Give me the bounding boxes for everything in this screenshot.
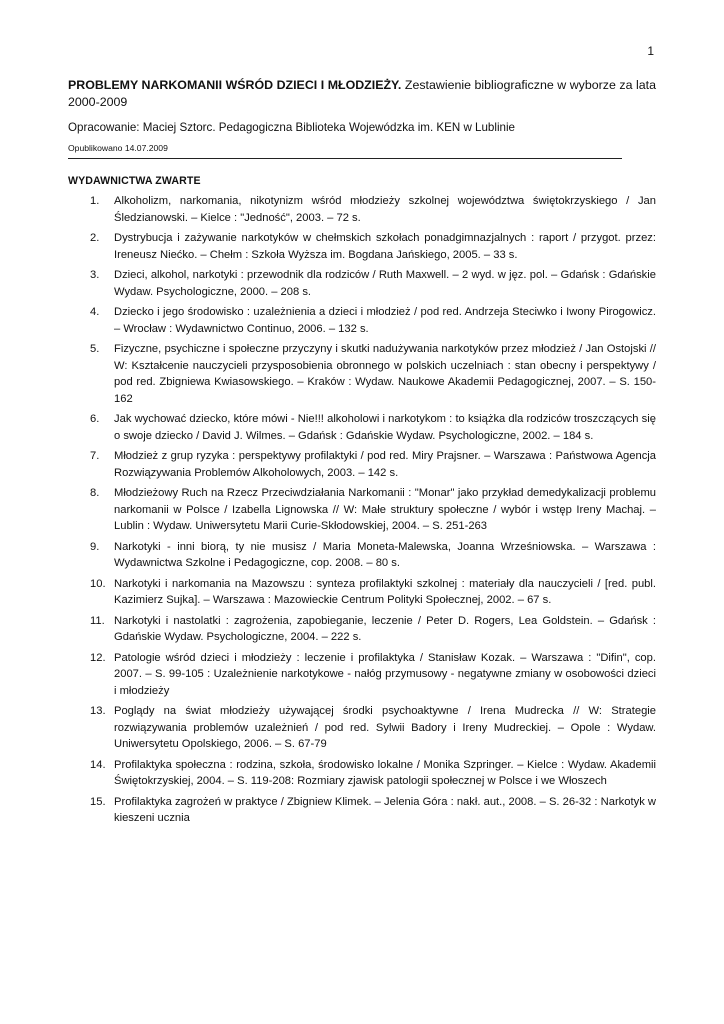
entry-text: Dziecko i jego środowisko : uzależnienia a dzieci i młodzież / pod red. Andrzeja Steciwko i Iwony Pirogowicz. – Wrocław : Wydawnictwo Continuo, 2006. – 132 s. — [114, 306, 656, 335]
entry-number: 3. — [90, 269, 100, 281]
page-number: 1 — [647, 44, 654, 58]
title-bold: PROBLEMY NARKOMANII WŚRÓD DZIECI I MŁODZIEŻY. — [68, 78, 402, 92]
entry-number: 6. — [90, 413, 100, 425]
entry-text: Jak wychować dziecko, które mówi - Nie!!! alkoholowi i narkotykom : to książka dla rodziców troszczących się o swoje dziecko / David J. Wilmes. – Gdańsk : Gdańskie Wydaw. Psychologiczne, 2002. – 184 s. — [114, 413, 656, 442]
bibliography-list — [68, 193, 656, 831]
entry-text: Młodzieżowy Ruch na Rzecz Przeciwdziałania Narkomanii : "Monar" jako przykład demedykalizacji problemu narkomanii w Polsce / Izabella Lignowska // W: Małe struktury społeczne / wybór i wstęp Ireny Machaj. – Lublin : Wydaw. Uniwersytetu Marii Curie-Skłodowskiej, 2004. – S. 251-263 — [114, 487, 656, 532]
bibliography-entry — [68, 703, 656, 753]
entry-text: Profilaktyka zagrożeń w praktyce / Zbigniew Klimek. – Jelenia Góra : nakł. aut., 2008. – S. 26-32 : Narkotyk w kieszeni ucznia — [114, 795, 656, 824]
title-subtitle: Zestawienie bibliograficzne w wyborze za lata 2000-2009 — [68, 78, 656, 109]
entry-number: 7. — [90, 450, 100, 462]
entry-text: Młodzież z grup ryzyka : perspektywy profilaktyki / pod red. Miry Prajsner. – Warszawa : Państwowa Agencja Rozwiązywania Problemów Alkoholowych, 2003. – 142 s. — [114, 450, 656, 479]
bibliography-entry — [68, 485, 656, 535]
published-date: Opublikowano 14.07.2009 — [68, 143, 168, 153]
entry-number: 14. — [90, 758, 106, 771]
entry-number: 15. — [90, 795, 106, 808]
bibliography-entry — [68, 411, 656, 444]
compiled-by: Opracowanie: Maciej Sztorc. Pedagogiczna Biblioteka Wojewódzka im. KEN w Lublinie — [68, 121, 516, 134]
bibliography-entry — [68, 193, 656, 226]
bibliography-entry — [68, 757, 656, 790]
document-title — [68, 77, 656, 111]
bibliography-entry — [68, 448, 656, 481]
entry-text: Narkotyki - inni biorą, ty nie musisz / Maria Moneta-Malewska, Joanna Wrześniowska. – Warszawa : Wydawnictwa Szkolne i Pedagogiczne, cop. 2008. – 80 s. — [114, 540, 656, 569]
entry-number: 9. — [90, 540, 100, 553]
bibliography-entry — [68, 267, 656, 300]
bibliography-entry — [68, 650, 656, 700]
entry-text: Patologie wśród dzieci i młodzieży : leczenie i profilaktyka / Stanisław Kozak. – Warszawa : "Difin", cop. 2007. – S. 99-105 : Uzależnienie narkotykowe - nałóg przymusowy - negatywne zmiany w osobowości dzieci i młodzieży — [114, 651, 656, 697]
section-heading: WYDAWNICTWA ZWARTE — [68, 175, 201, 187]
bibliography-entry — [68, 539, 656, 572]
entry-number: 4. — [90, 306, 100, 318]
entry-text: Alkoholizm, narkomania, nikotynizm wśród młodzieży szkolnej województwa świętokrzyskiego / Jan Śledzianowski. – Kielce : "Jedność", 2003. – 72 s. — [114, 195, 656, 224]
entry-text: Narkotyki i nastolatki : zagrożenia, zapobieganie, leczenie / Peter D. Rogers, Lea Goldstein. – Gdańsk : Gdańskie Wydaw. Psychologiczne, 2004. – 222 s. — [114, 614, 656, 643]
entry-text: Dzieci, alkohol, narkotyki : przewodnik dla rodziców / Ruth Maxwell. – 2 wyd. w jęz. pol. – Gdańsk : Gdańskie Wydaw. Psychologiczne, 2000. – 208 s. — [114, 269, 656, 298]
header-divider — [68, 158, 622, 159]
entry-number: 8. — [90, 487, 100, 499]
bibliography-entry — [68, 613, 656, 646]
entry-text: Profilaktyka społeczna : rodzina, szkoła, środowisko lokalne / Monika Szpringer. – Kielce : Wydaw. Akademii Świętokrzyskiej, 2004. – S. 119-208: Rozmiary zjawisk patologii społecznej w Polsce i we Włoszech — [114, 758, 656, 787]
entry-number: 13. — [90, 705, 106, 717]
entry-text: Fizyczne, psychiczne i społeczne przyczyny i skutki nadużywania narkotyków przez młodzież / Jan Ostojski // W: Kształcenie nauczycieli przysposobienia obronnego w polskich uczelniach : stan obecny i perspektywy / pod red. Zbigniewa Kwiasowskiego. – Kraków : Wydaw. Naukowe Akademii Pedagogicznej, 2007. – S. 150-162 — [114, 343, 656, 405]
bibliography-entry — [68, 230, 656, 263]
entry-number: 1. — [90, 195, 100, 207]
entry-number: 5. — [90, 343, 100, 355]
entry-text: Poglądy na świat młodzieży używającej środki psychoaktywne / Irena Mudrecka // W: Strategie rozwiązywania problemów uzależnień / pod red. Sylwii Badory i Ireny Mudreckiej. – Opole : Wydaw. Uniwersytetu Opolskiego, 2006. – S. 67-79 — [114, 705, 656, 750]
bibliography-entry — [68, 341, 656, 407]
entry-number: 12. — [90, 651, 106, 664]
bibliography-entry — [68, 304, 656, 337]
bibliography-entry — [68, 794, 656, 827]
entry-number: 11. — [90, 614, 105, 627]
entry-number: 10. — [90, 577, 106, 590]
entry-text: Narkotyki i narkomania na Mazowszu : synteza profilaktyki szkolnej : materiały dla nauczycieli / [red. publ. Kazimierz Sujka]. – Warszawa : Mazowieckie Centrum Polityki Społecznej, 2002. – 67 s. — [114, 577, 656, 606]
entry-text: Dystrybucja i zażywanie narkotyków w chełmskich szkołach ponadgimnazjalnych : raport / przygot. przez: Ireneusz Niećko. – Chełm : Szkoła Wyższa im. Bogdana Jańskiego, 2005. – 33 s. — [114, 232, 656, 261]
entry-number: 2. — [90, 232, 100, 244]
bibliography-entry — [68, 576, 656, 609]
